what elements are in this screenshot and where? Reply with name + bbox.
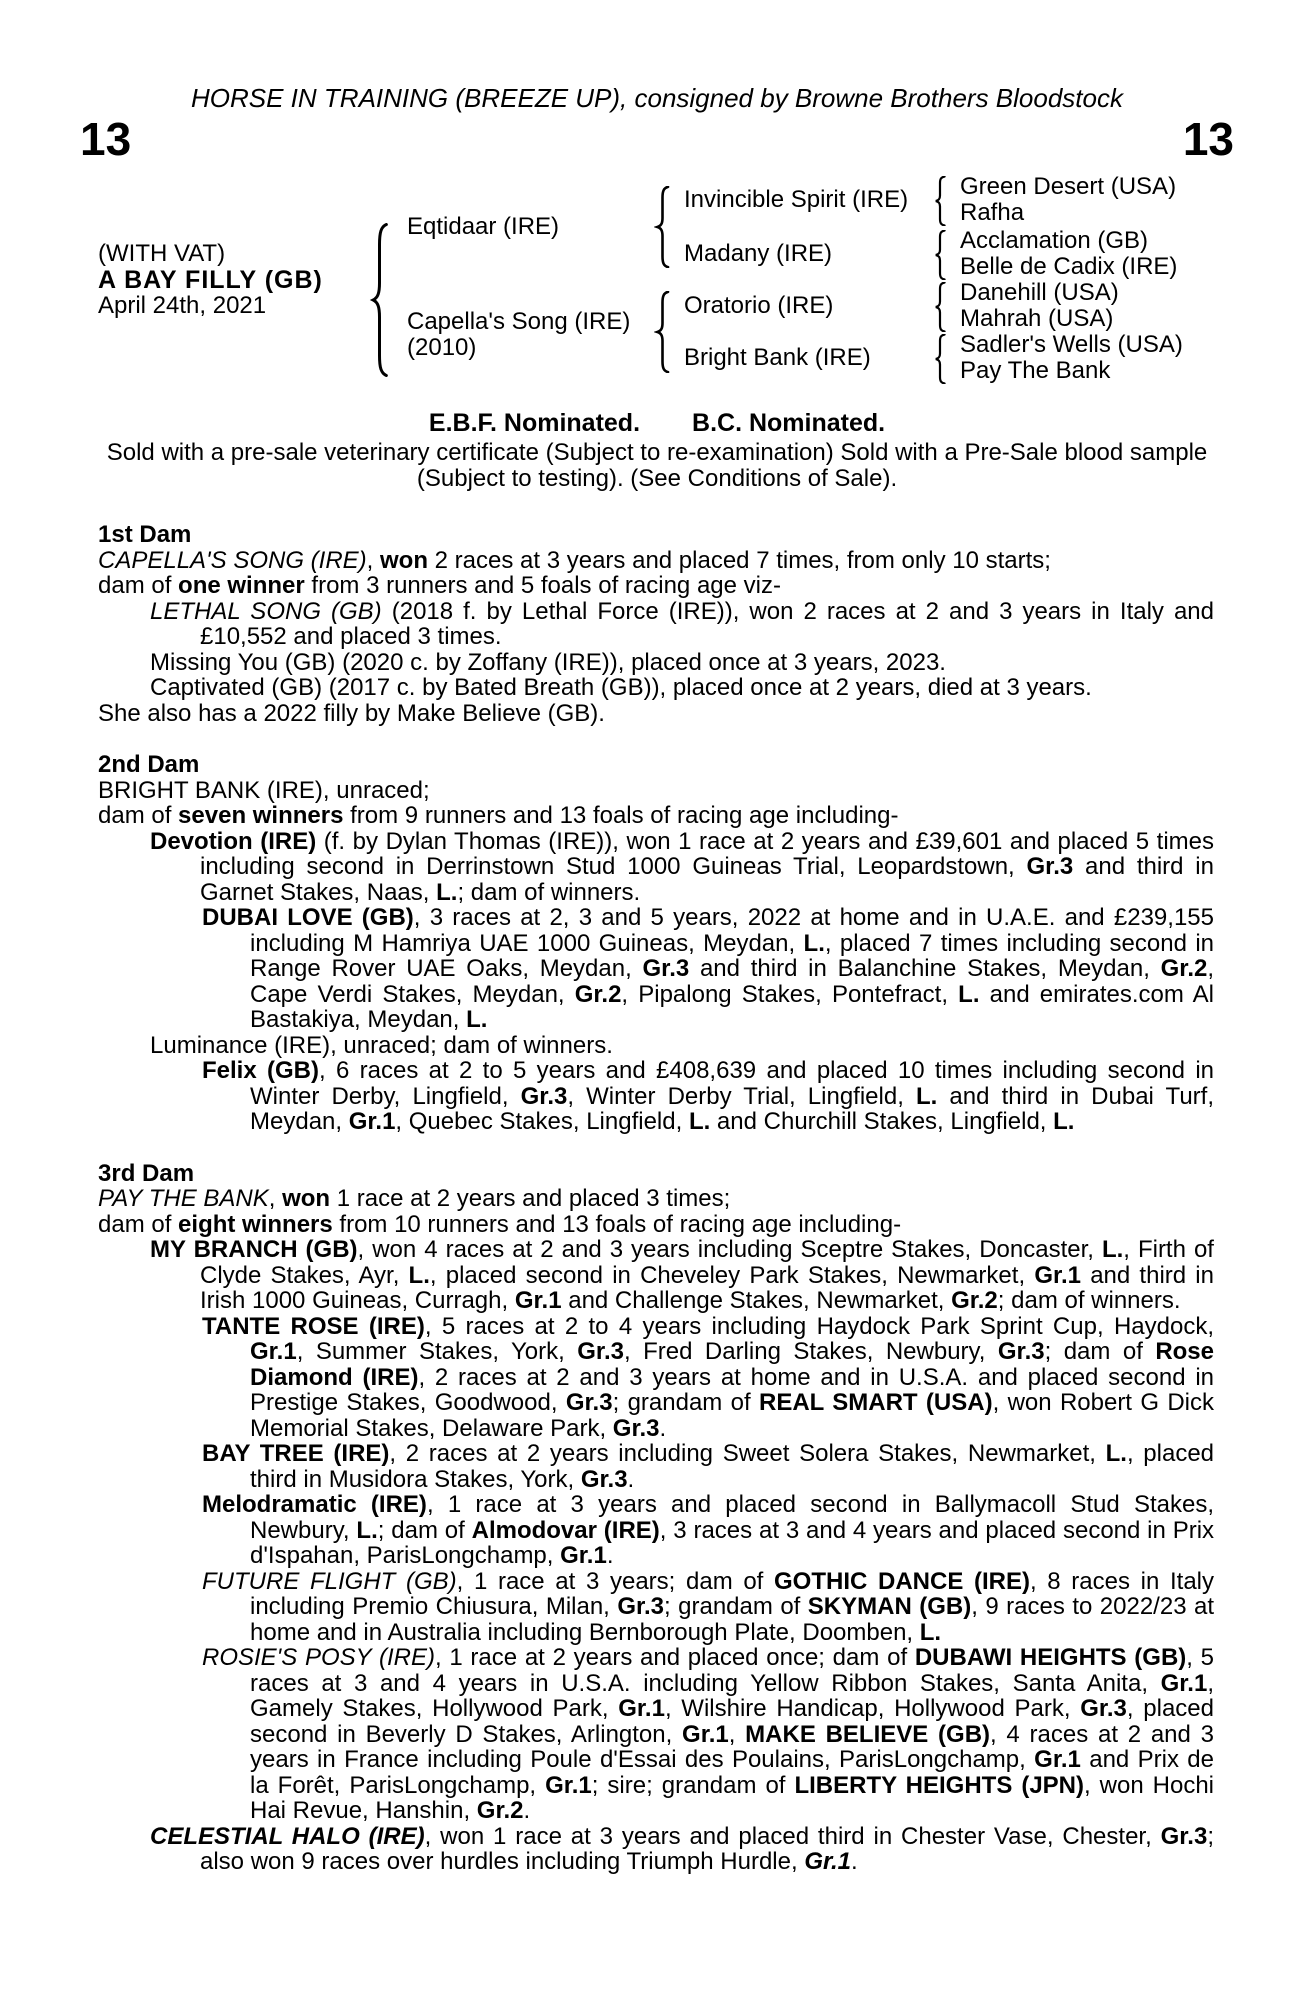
pedigree-brace [933, 334, 947, 384]
pedigree-gg-name: Mahrah (USA) [960, 305, 1114, 332]
produce-paragraph: Captivated (GB) (2017 c. by Bated Breath (GB)), placed once at 2 years, died at 3 years. [150, 674, 1092, 701]
lot-number-right: 13 [1182, 113, 1234, 165]
produce-paragraph: MY BRANCH (GB), won 4 races at 2 and 3 years including Sceptre Stakes, Doncaster, L., Firth of Clyde Stakes, Ayr, L., placed second in Cheveley Park Stakes, Newmarket, Gr.1 and third in Irish 1000 Guineas, Curragh, Gr.1 and Challenge Stakes, Newmarket, Gr.2; dam of winners. [150, 1236, 1214, 1314]
produce-paragraph: dam of seven winners from 9 runners and 13 foals of racing age including- [98, 802, 899, 829]
pedigree-sire-dam: Madany (IRE) [684, 240, 833, 267]
pedigree-sire-sire: Invincible Spirit (IRE) [684, 186, 909, 213]
horse-name: A BAY FILLY (GB) [98, 266, 323, 294]
pedigree-brace [933, 282, 947, 332]
produce-paragraph: Missing You (GB) (2020 c. by Zoffany (IRE)), placed once at 3 years, 2023. [150, 648, 946, 676]
lot-number-left: 13 [80, 113, 132, 165]
produce-paragraph: dam of one winner from 3 runners and 5 foals of racing age viz- [98, 572, 781, 599]
ebf-nominated-label: E.B.F. Nominated. [428, 409, 641, 437]
produce-paragraph: Devotion (IRE) (f. by Dylan Thomas (IRE)), won 1 race at 2 years and £39,601 and placed 5 times including second in Derrinstown Stud 1000 Guineas Trial, Leopardstown, Gr.3 and third in Garnet Stakes, Naas, L.; dam of winners. [150, 827, 1214, 906]
pedigree-dam: Capella's Song (IRE) [407, 308, 631, 335]
pedigree-dam-sire: Oratorio (IRE) [684, 292, 834, 319]
produce-paragraph: LETHAL SONG (GB) (2018 f. by Lethal Force (IRE)), won 2 races at 2 and 3 years in Italy and £10,552 and placed 3 times. [150, 597, 1214, 650]
produce-paragraph: CELESTIAL HALO (IRE), won 1 race at 3 years and placed third in Chester Vase, Chester, Gr.3; also won 9 races over hurdles including Triumph Hurdle, Gr.1. [150, 1822, 1214, 1875]
pedigree-brace [654, 291, 671, 373]
pedigree-dam-dam: Bright Bank (IRE) [684, 344, 871, 371]
nominations-row [0, 410, 1314, 436]
pedigree-dam-year: (2010) [407, 334, 477, 361]
produce-paragraph: BAY TREE (IRE), 2 races at 2 years including Sweet Solera Stakes, Newmarket, L., placed third in Musidora Stakes, York, Gr.3. [202, 1440, 1215, 1493]
pedigree-gg-name: Danehill (USA) [960, 279, 1119, 306]
sale-conditions-note: Sold with a pre-sale veterinary certificate (Subject to re-examination) Sold with a Pre-Sale blood sample (Subject to testing). (See Conditions of Sale). [106, 439, 1208, 492]
produce-paragraph: Melodramatic (IRE), 1 race at 3 years and placed second in Ballymacoll Stud Stakes, Newbury, L.; dam of Almodovar (IRE), 3 races at 3 and 4 years and placed second in Prix d'Ispahan, ParisLongchamp, Gr.1. [202, 1491, 1215, 1569]
produce-paragraph: ROSIE'S POSY (IRE), 1 race at 2 years and placed once; dam of DUBAWI HEIGHTS (GB), 5 races at 3 and 4 years in U.S.A. including Yellow Ribbon Stakes, Santa Anita, Gr.1, Gamely Stakes, Hollywood Park, Gr.1, Wilshire Handicap, Hollywood Park, Gr.3, placed second in Beverly D Stakes, Arlington, Gr.1, MAKE BELIEVE (GB), 4 races at 2 and 3 years in France including Poule d'Essai des Poulains, ParisLongchamp, Gr.1 and Prix de la Forêt, ParisLongchamp, Gr.1; sire; grandam of LIBERTY HEIGHTS (JPN), won Hochi Hai Revue, Hanshin, Gr.2. [202, 1644, 1215, 1824]
bc-nominated-label: B.C. Nominated. [692, 409, 886, 437]
produce-paragraph: Luminance (IRE), unraced; dam of winners. [150, 1031, 613, 1059]
pedigree-brace [933, 176, 947, 226]
produce-paragraph: PAY THE BANK, won 1 race at 2 years and placed 3 times; [98, 1185, 731, 1212]
pedigree-brace [933, 230, 947, 280]
pedigree-gg-name: Pay The Bank [960, 357, 1111, 384]
produce-paragraph: Felix (GB), 6 races at 2 to 5 years and £408,639 and placed 10 times including second in Winter Derby, Lingfield, Gr.3, Winter Derby Trial, Lingfield, L. and third in Dubai Turf, Meydan, Gr.1, Quebec Stakes, Lingfield, L. and Churchill Stakes, Lingfield, L. [202, 1057, 1214, 1135]
produce-paragraph: BRIGHT BANK (IRE), unraced; [98, 776, 430, 804]
vat-note: (WITH VAT) [98, 240, 226, 267]
pedigree-brace [369, 223, 390, 377]
pedigree-gg-name: Belle de Cadix (IRE) [960, 253, 1178, 280]
pedigree-gg-name: Acclamation (GB) [960, 227, 1149, 254]
produce-paragraph: FUTURE FLIGHT (GB), 1 race at 3 years; dam of GOTHIC DANCE (IRE), 8 races in Italy including Premio Chiusura, Milan, Gr.3; grandam of SKYMAN (GB), 9 races to 2022/23 at home and in Australia including Bernborough Plate, Doomben, L. [202, 1567, 1215, 1646]
produce-paragraph: dam of eight winners from 10 runners and 13 foals of racing age including- [98, 1210, 902, 1238]
dam-section-title: 2nd Dam [98, 751, 200, 778]
produce-paragraph: She also has a 2022 filly by Make Believe (GB). [98, 699, 605, 727]
page-title: HORSE IN TRAINING (BREEZE UP), consigned by Browne Brothers Bloodstock [191, 83, 1123, 113]
pedigree-sire: Eqtidaar (IRE) [407, 213, 560, 240]
dam-section-title: 3rd Dam [98, 1159, 195, 1187]
produce-paragraph: TANTE ROSE (IRE), 5 races at 2 to 4 years including Haydock Park Sprint Cup, Haydock, Gr.1, Summer Stakes, York, Gr.3, Fred Darling Stakes, Newbury, Gr.3; dam of Rose Diamond (IRE), 2 races at 2 and 3 years at home and in U.S.A. and placed second in Prestige Stakes, Goodwood, Gr.3; grandam of REAL SMART (USA), won Robert G Dick Memorial Stakes, Delaware Park, Gr.3. [202, 1312, 1215, 1442]
pedigree-table [0, 170, 1314, 402]
pedigree-gg-name: Green Desert (USA) [960, 173, 1177, 200]
foal-date: April 24th, 2021 [98, 292, 267, 319]
produce-paragraph: DUBAI LOVE (GB), 3 races at 2, 3 and 5 years, 2022 at home and in U.A.E. and £239,155 including M Hamriya UAE 1000 Guineas, Meydan, L., placed 7 times including second in Range Rover UAE Oaks, Meydan, Gr.3 and third in Balanchine Stakes, Meydan, Gr.2, Cape Verdi Stakes, Meydan, Gr.2, Pipalong Stakes, Pontefract, L. and emirates.com Al Bastakiya, Meydan, L. [202, 904, 1215, 1033]
produce-paragraph: CAPELLA'S SONG (IRE), won 2 races at 3 years and placed 7 times, from only 10 starts; [98, 546, 1051, 574]
pedigree-gg-name: Rafha [960, 199, 1025, 226]
pedigree-brace [654, 186, 671, 268]
dam-section-title: 1st Dam [98, 521, 192, 548]
lot-number-row [0, 113, 1314, 165]
produce-sections [98, 522, 1214, 1875]
pedigree-gg-name: Sadler's Wells (USA) [960, 331, 1183, 358]
